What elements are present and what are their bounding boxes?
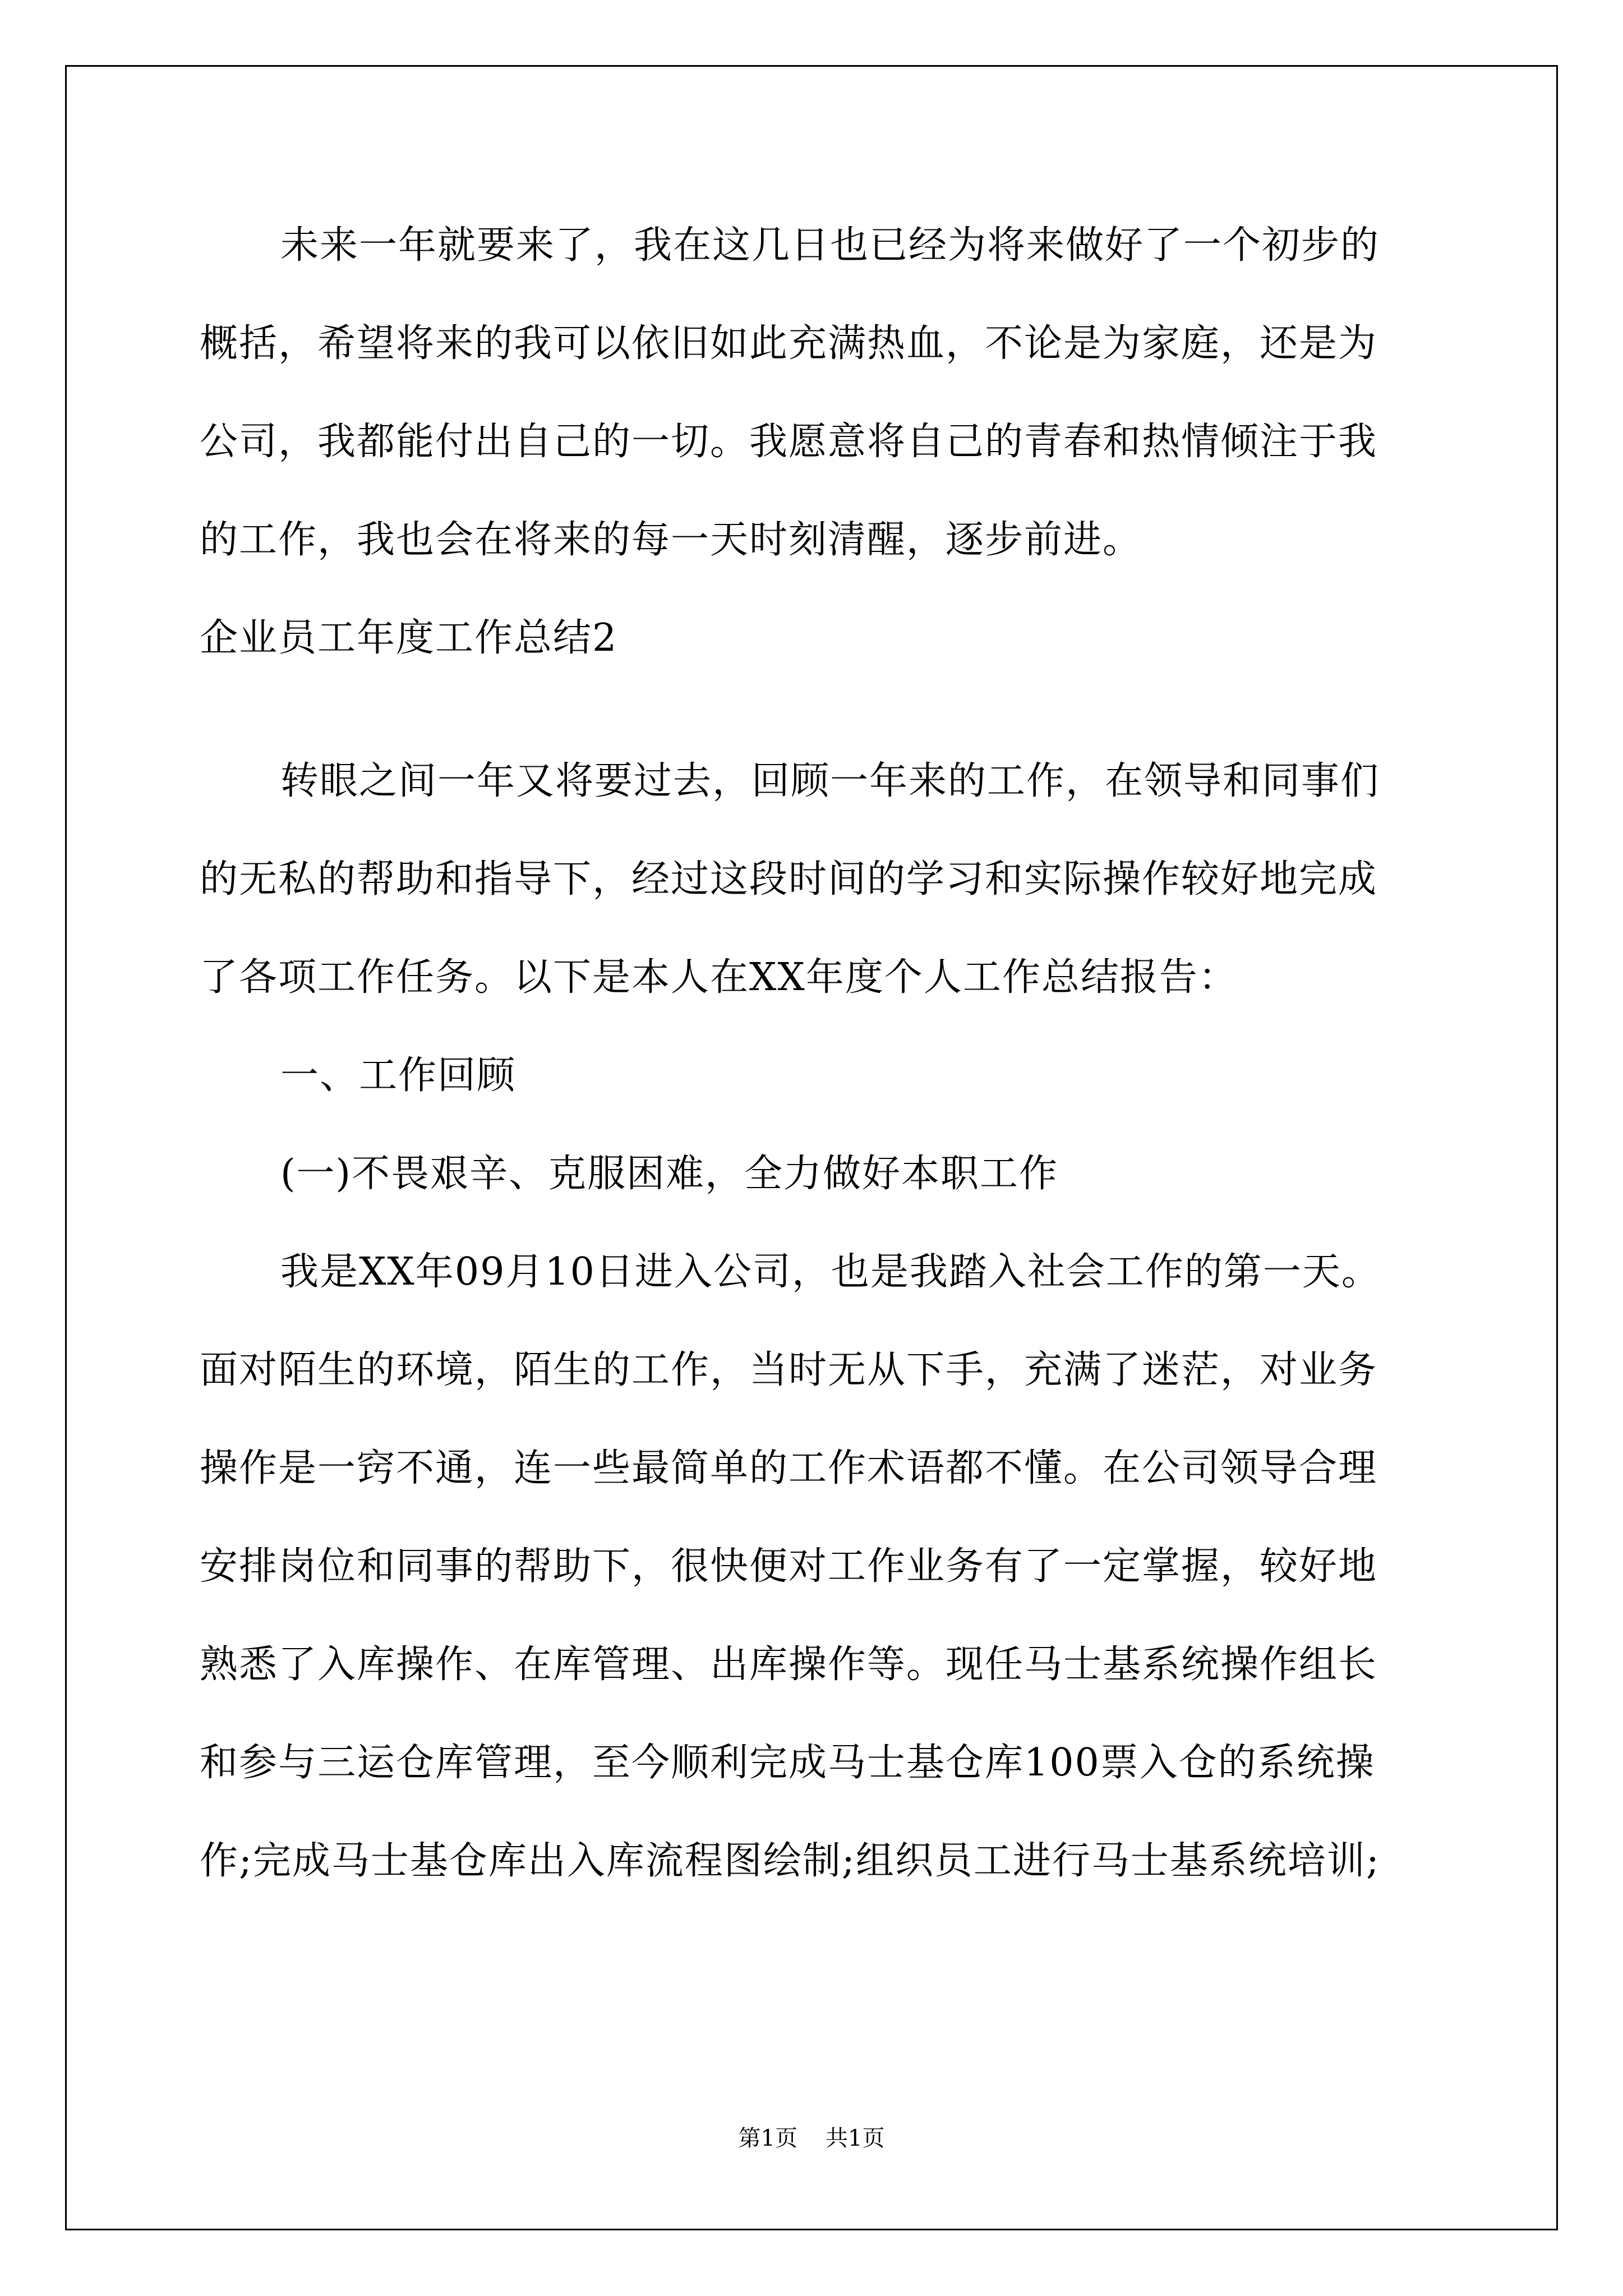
paragraph-line: 概括，希望将来的我可以依旧如此充满热血，不论是为家庭，还是为 <box>200 321 1378 366</box>
paragraph-line: 安排岗位和同事的帮助下，很快便对工作业务有了一定掌握，较好地 <box>200 1544 1378 1589</box>
paragraph-line: 的无私的帮助和指导下，经过这段时间的学习和实际操作较好地完成 <box>200 857 1378 901</box>
subheading: 一、工作回顾 <box>280 1053 517 1098</box>
section-heading: 企业员工年度工作总结2 <box>200 616 618 660</box>
page-total: 共1页 <box>826 2125 885 2151</box>
paragraph-line: 未来一年就要来了，我在这几日也已经为将来做好了一个初步的 <box>280 223 1380 268</box>
subheading: (一)不畏艰辛、克服困难，全力做好本职工作 <box>280 1152 1059 1196</box>
paragraph-line: 和参与三运仓库管理，至今顺利完成马士基仓库100票入仓的系统操 <box>200 1741 1375 1785</box>
page-border <box>65 65 1558 2230</box>
paragraph-line: 面对陌生的环境，陌生的工作，当时无从下手，充满了迷茫，对业务 <box>200 1348 1378 1392</box>
paragraph-line: 操作是一窍不通，连一些最简单的工作术语都不懂。在公司领导合理 <box>200 1446 1378 1490</box>
paragraph-line: 我是XX年09月10日进入公司，也是我踏入社会工作的第一天。 <box>280 1250 1381 1294</box>
page-footer <box>0 2125 1623 2152</box>
paragraph-line: 转眼之间一年又将要过去，回顾一年来的工作，在领导和同事们 <box>280 759 1380 803</box>
paragraph-line: 作;完成马士基仓库出入库流程图绘制;组织员工进行马士基系统培训; <box>200 1839 1380 1883</box>
paragraph-line: 公司，我都能付出自己的一切。我愿意将自己的青春和热情倾注于我 <box>200 420 1378 464</box>
page-number: 第1页 <box>738 2125 797 2151</box>
paragraph-line: 的工作，我也会在将来的每一天时刻清醒，逐步前进。 <box>200 518 1142 562</box>
paragraph-line: 了各项工作任务。以下是本人在XX年度个人工作总结报告： <box>200 955 1238 1000</box>
paragraph-line: 熟悉了入库操作、在库管理、出库操作等。现任马士基系统操作组长 <box>200 1642 1378 1687</box>
